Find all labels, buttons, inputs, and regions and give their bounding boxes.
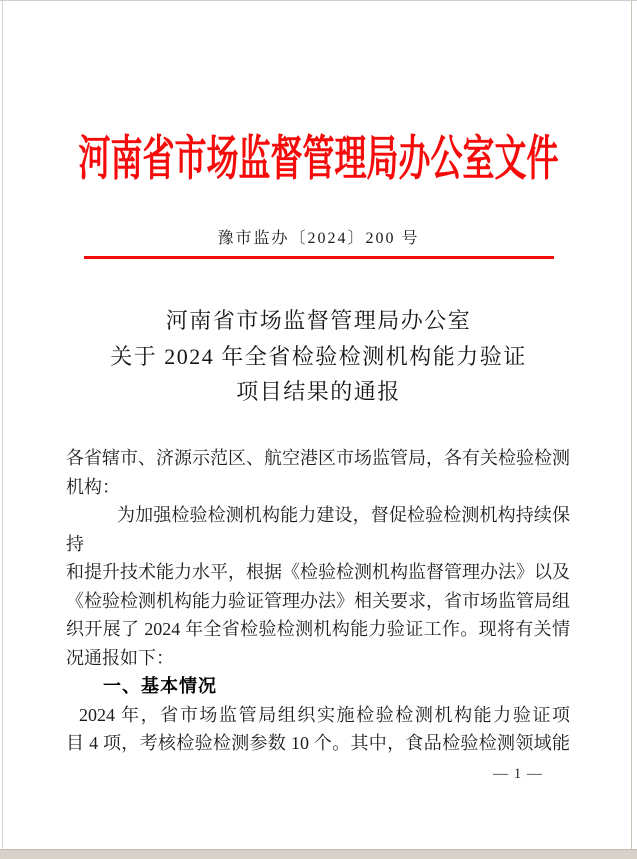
subject-line-3: 项目结果的通报 — [236, 379, 401, 404]
body-line: 目 4 项，考核检验检测参数 10 个。其中，食品检验检测领域能 — [66, 733, 570, 753]
page-edge-right — [631, 1, 632, 850]
body-line: 为加强检验检测机构能力建设，督促检验检测机构持续保持 — [66, 505, 570, 554]
body-line: 2024 年，省市场监管局组织实施检验检测机构能力验证项 — [79, 704, 570, 725]
document-body — [66, 444, 570, 758]
subject-line-1: 河南省市场监督管理局办公室 — [165, 308, 472, 333]
body-line: 况通报如下： — [66, 647, 174, 668]
document-subject — [0, 303, 637, 410]
body-line: 和提升技术能力水平，根据《检验检测机构监督管理办法》以及 — [66, 562, 570, 582]
document-number: 豫市监办〔2024〕200 号 — [217, 230, 420, 247]
red-letterhead — [0, 131, 637, 185]
body-line: 织开展了 2024 年全省检验检测机构能力验证工作。现将有关情 — [66, 619, 570, 639]
agency-title: 河南省市场监督管理局办公室文件 — [78, 131, 559, 185]
page-number: — 1 — — [493, 766, 543, 782]
body-line: 各省辖市、济源示范区、航空港区市场监管局，各有关检验检测 — [66, 448, 570, 468]
page-edge-top — [0, 0, 637, 1]
body-line: 机构： — [66, 476, 120, 497]
page-edge-bottom — [0, 849, 637, 859]
page-edge-left — [2, 1, 3, 850]
subject-line-2: 关于 2024 年全省检验检测机构能力验证 — [110, 343, 527, 369]
body-line: 《检验检测机构能力验证管理办法》相关要求，省市场监管局组 — [66, 590, 570, 611]
red-divider-rule — [84, 256, 554, 259]
section-heading: 一、基本情况 — [103, 676, 217, 696]
